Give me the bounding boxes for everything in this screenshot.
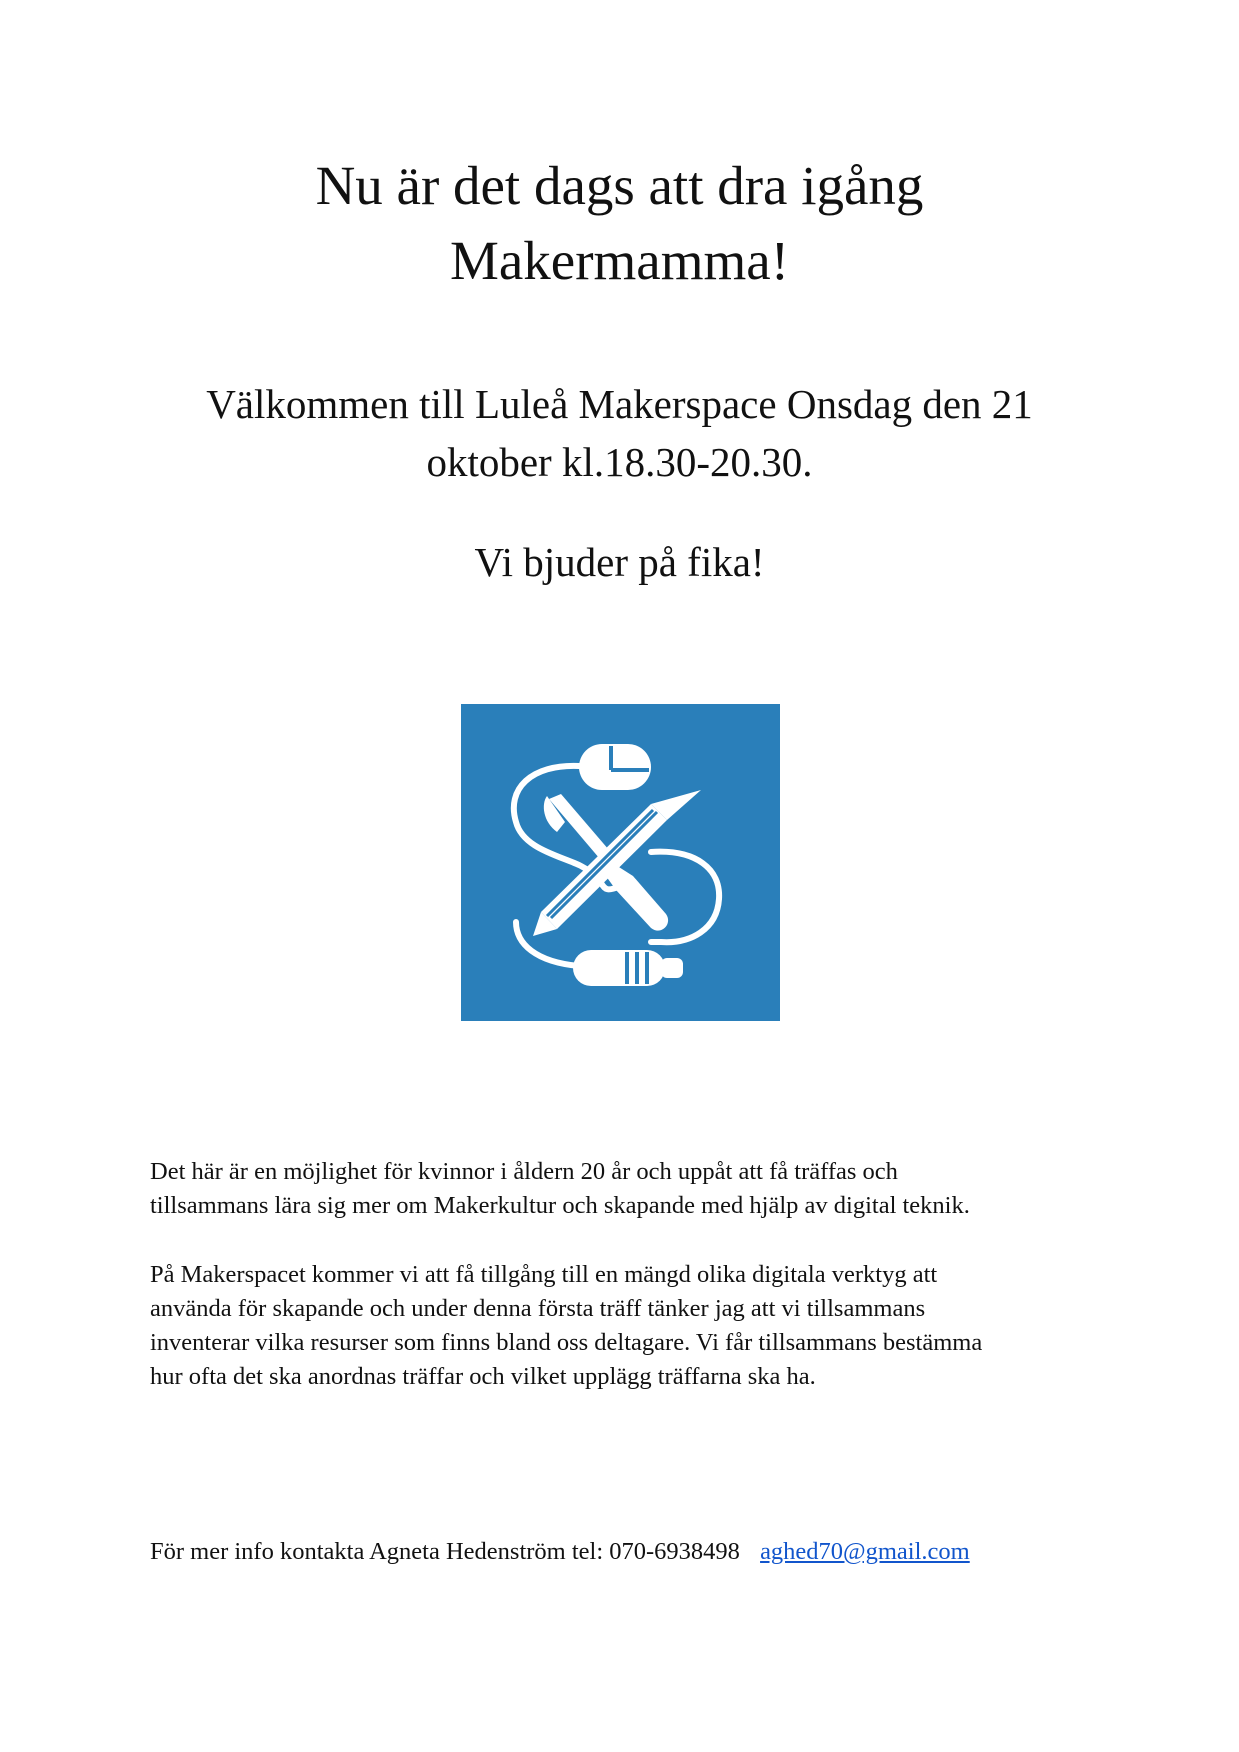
details-line-2: använda för skapande och under denna första träff tänker jag att vi tillsammans <box>150 1295 926 1322</box>
details-line-1: På Makerspacet kommer vi att få tillgång till en mängd olika digitala verktyg att <box>150 1261 938 1288</box>
contact-text: För mer info kontakta Agneta Hedenström tel: 070-6938498 <box>150 1538 740 1565</box>
details-line-3: inventerar vilka resurser som finns bland oss deltagare. Vi får tillsammans bestämma <box>150 1329 983 1356</box>
details-paragraph <box>150 1258 1110 1394</box>
makerspace-tools-icon <box>461 704 780 1021</box>
title-line-1: Nu är det dags att dra igång <box>315 155 924 216</box>
welcome-line-1: Välkommen till Luleå Makerspace Onsdag den 21 <box>206 381 1033 427</box>
title-line-2: Makermamma! <box>449 230 790 291</box>
welcome-line-2: oktober kl.18.30-20.30. <box>426 439 813 485</box>
details-line-4: hur ofta det ska anordnas träffar och vilket upplägg träffarna ska ha. <box>150 1363 816 1390</box>
page-title <box>0 148 1239 298</box>
intro-line-1: Det här är en möjlighet för kvinnor i åldern 20 år och uppåt att få träffas och <box>150 1158 898 1185</box>
fika-heading: Vi bjuder på fika! <box>474 539 765 585</box>
intro-line-2: tillsammans lära sig mer om Makerkultur och skapande med hjälp av digital teknik. <box>150 1192 970 1219</box>
email-link[interactable]: aghed70@gmail.com <box>760 1538 970 1565</box>
contact-line <box>150 1535 970 1569</box>
mouse-icon <box>579 744 651 790</box>
intro-paragraph <box>150 1155 1110 1223</box>
welcome-heading <box>0 375 1239 491</box>
makerspace-logo <box>461 704 780 1021</box>
